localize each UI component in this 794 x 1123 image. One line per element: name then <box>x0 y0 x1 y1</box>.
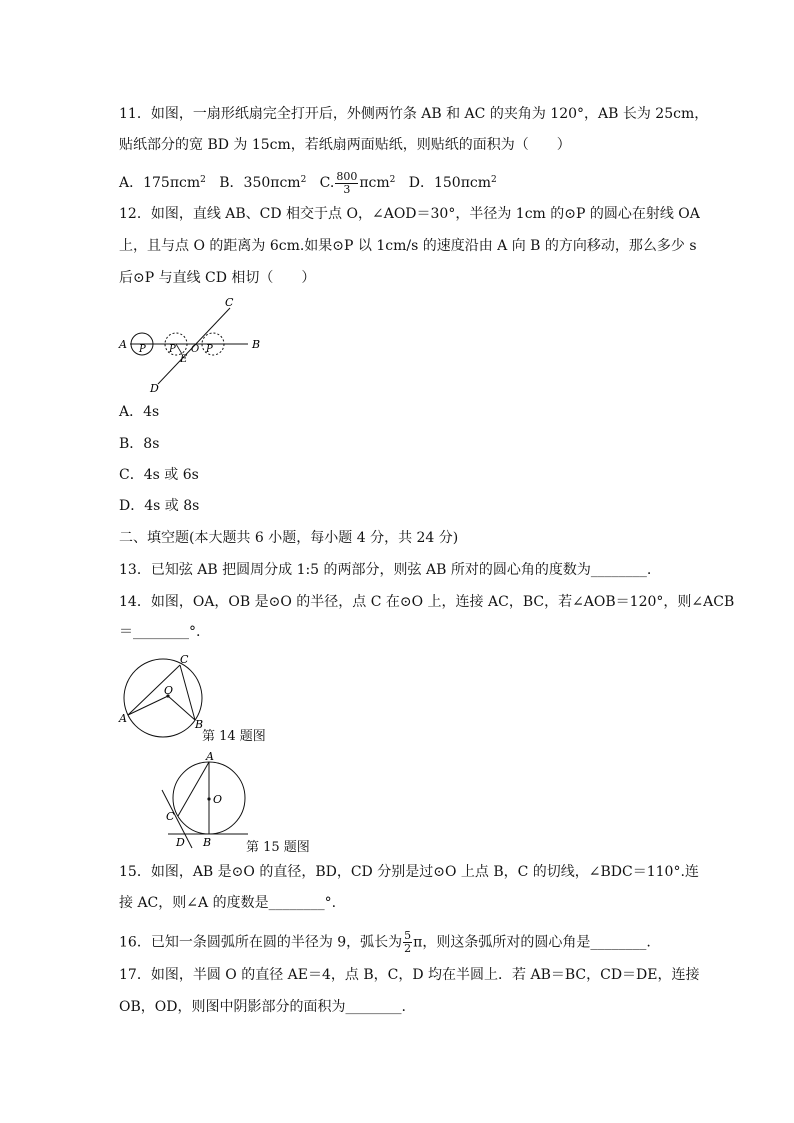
q11-option-d: D．150πcm$^2$ <box>408 175 497 191</box>
q15-label-c: C <box>166 810 175 823</box>
q11-option-c-fraction: $\frac{800}{3}$ <box>336 169 358 196</box>
q15-label-a: A <box>206 750 214 763</box>
q15-line2: 接 AC，则∠A 的度数是________°. <box>119 895 337 911</box>
section-heading: 二、填空题(本大题共 6 小题，每小题 4 分，共 24 分) <box>119 530 459 546</box>
q15-figure <box>156 750 256 850</box>
q14-radius-ob <box>168 696 195 720</box>
q14-label-o: O <box>164 684 174 697</box>
q12-label-o: O <box>191 344 200 355</box>
q12-label-e: E <box>180 354 188 365</box>
q11-option-c: C. $\frac{800}{3}$ πcm$^2$ <box>319 169 396 196</box>
q16-line: 16．已知一条圆弧所在圆的半径为 9，弧长为 $\frac{5}{2}$ π，则这条弧所对的圆心角是________. <box>119 929 651 955</box>
q12-label-p3: P <box>206 344 213 355</box>
q11-line2: 贴纸部分的宽 BD 为 15cm，若纸扇两面贴纸，则贴纸的面积为（ ） <box>119 137 571 153</box>
q13-line: 13．已知弦 AB 把圆周分成 1:5 的两部分，则弦 AB 所对的圆心角的度数为________. <box>119 562 652 578</box>
q15-label-b: B <box>203 836 212 849</box>
q12-label-b: B <box>252 338 261 351</box>
q12-label-c: C <box>225 296 234 309</box>
q14-figure <box>116 652 212 742</box>
q12-label-a: A <box>119 338 127 351</box>
q11-options <box>119 170 497 196</box>
q14-label-a: A <box>119 712 127 725</box>
q12-option-b: B．8s <box>119 436 160 452</box>
q17-line2: OB，OD，则图中阴影部分的面积为________. <box>119 999 406 1015</box>
q14-line2: ＝________°. <box>119 624 201 640</box>
q15-center-dot <box>207 797 210 800</box>
q12-option-a: A．4s <box>119 404 160 420</box>
q15-caption: 第 15 题图 <box>246 840 310 855</box>
q11-option-b: B．350πcm$^2$ <box>219 175 307 191</box>
q15-label-d: D <box>176 836 185 849</box>
q12-line1: 12．如图，直线 AB、CD 相交于点 O，∠AOD＝30°，半径为 1cm 的⊙P 的圆心在射线 OA <box>119 206 700 222</box>
q12-line3: 后⊙P 与直线 CD 相切（ ） <box>119 270 316 286</box>
q15-line1: 15．如图，AB 是⊙O 的直径，BD，CD 分别是过⊙O 上点 B，C 的切线，∠BDC＝110°.连 <box>119 864 699 880</box>
q12-option-d: D．4s 或 8s <box>119 498 200 514</box>
q14-line1: 14．如图，OA，OB 是⊙O 的半径，点 C 在⊙O 上，连接 AC，BC，若∠AOB＝120°，则∠ACB <box>119 594 735 610</box>
q14-label-c: C <box>180 653 189 666</box>
q11-line1: 11．如图，一扇形纸扇完全打开后，外侧两竹条 AB 和 AC 的夹角为 120°，AB 长为 25cm， <box>119 106 709 122</box>
q12-label-d: D <box>150 382 159 395</box>
q15-label-o: O <box>213 793 223 806</box>
q15-chord-ac <box>178 762 209 816</box>
q16-fraction: $\frac{5}{2}$ <box>404 929 412 955</box>
q12-option-c: C．4s 或 6s <box>119 467 199 483</box>
q12-label-p2: P <box>169 344 176 355</box>
q12-figure <box>112 292 272 396</box>
q14-radius-oa <box>128 696 168 715</box>
q12-line2: 上，且与点 O 的距离为 6cm.如果⊙P 以 1cm/s 的速度沿由 A 向 B 的方向移动，那么多少 s <box>119 238 697 254</box>
q17-line1: 17．如图，半圆 O 的直径 AE＝4，点 B，C，D 均在半圆上．若 AB＝BC，CD＝DE，连接 <box>119 967 700 983</box>
q14-label-b: B <box>195 718 204 731</box>
q11-option-a: A．175πcm$^2$ <box>119 175 206 191</box>
q12-radius-pe <box>176 344 182 354</box>
q12-label-p1: P <box>139 344 146 355</box>
q14-caption: 第 14 题图 <box>202 729 266 744</box>
